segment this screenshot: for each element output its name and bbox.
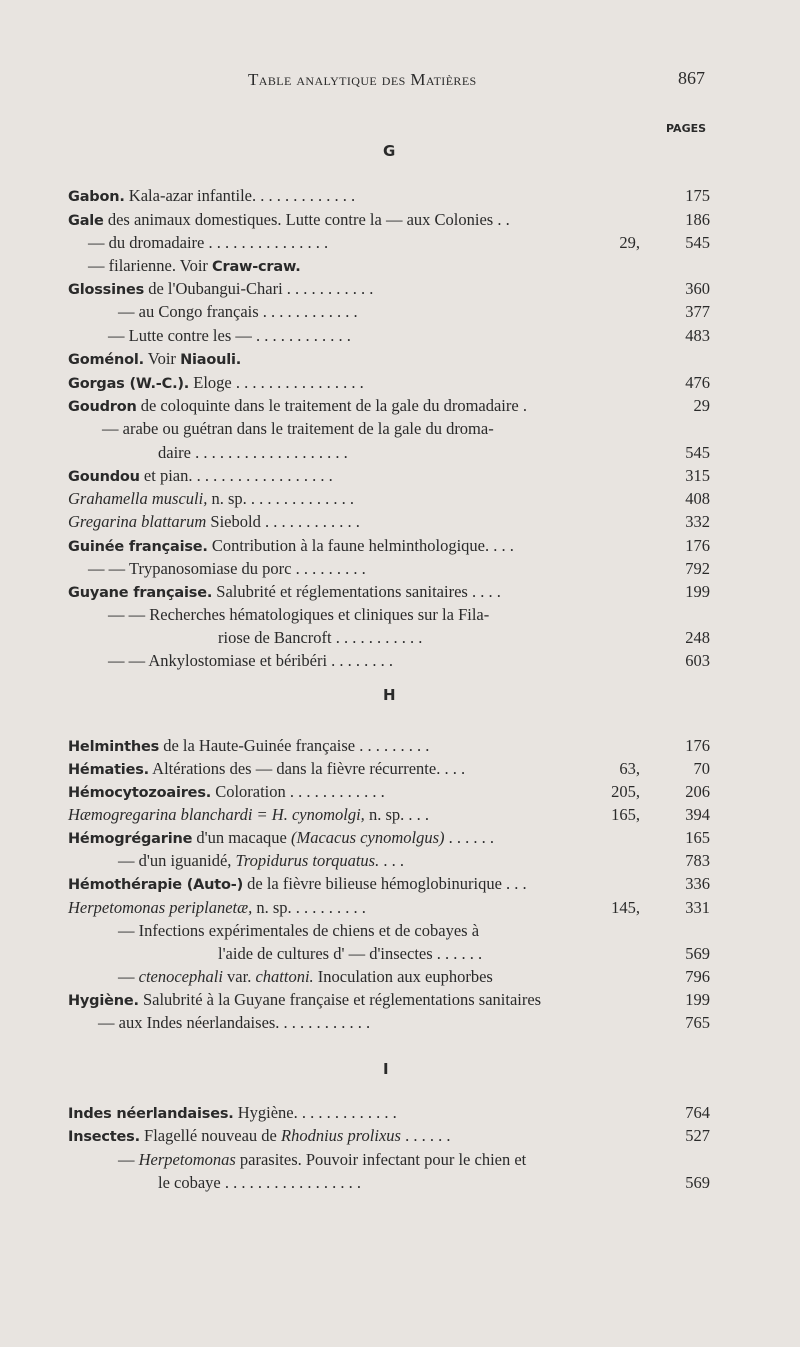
entry-taxon: Hæmogregarina blanchardi = H. cynomolgi, [68,805,365,824]
entry-page-number: 315 [685,466,710,485]
entry-text [118,849,404,872]
entry-page-number: 176 [685,536,710,555]
entry-page-number: 603 [685,651,710,670]
entry-page-ref: 165, [611,805,640,824]
entry-text [68,487,354,510]
entry-text [68,780,385,805]
entry-description: var. [222,967,256,986]
index-entry [0,649,800,672]
index-entry [0,1148,800,1171]
index-entry [0,371,800,394]
entry-taxon: Grahamella musculi, [68,489,208,508]
entry-page-number: 764 [685,1103,710,1122]
entry-page-number: 176 [685,736,710,755]
entry-text [68,534,514,559]
entry-description: daire . . . . . . . . . . . . . . . . . . . [158,443,348,462]
entry-description: et pian. . . . . . . . . . . . . . . . . . [139,466,333,485]
entry-page-number: 165 [685,828,710,847]
entry-page-number: 569 [685,944,710,963]
entry-heading: Insectes. [68,1129,140,1145]
entry-taxon: ctenocephali [138,967,223,986]
entry-taxon: chattoni. [255,967,314,986]
entry-text [118,300,358,323]
entry-text [68,184,355,209]
entry-description: parasites. Pouvoir infectant pour le chien et [235,1150,527,1169]
index-entry [0,603,800,626]
entry-page-number: 206 [685,782,710,801]
entry-description: d'un macaque [192,828,291,847]
index-entry [0,254,800,277]
entry-page-number: 175 [685,186,710,205]
entry-page-number: 783 [685,851,710,870]
entry-description: — arabe ou guétran dans le traitement de la gale du droma- [102,419,494,438]
index-entry [0,1124,800,1147]
index-entry [0,757,800,780]
index-entry [0,441,800,464]
index-entry [0,184,800,207]
entry-description: — d'un iguanidé, [118,851,236,870]
entry-text [68,757,465,782]
index-entry [0,464,800,487]
index-entry [0,534,800,557]
entry-page-ref: 145, [611,898,640,917]
entry-heading: Hématies. [68,762,149,778]
entry-heading: Goudron [68,399,137,415]
index-entry [0,872,800,895]
index-entry [0,780,800,803]
index-entry [0,324,800,347]
index-entry [0,1171,800,1194]
index-entry [0,417,800,440]
section-letter-i: I [383,1060,389,1078]
entry-taxon: Gregarina blattarum [68,512,207,531]
entry-description: Salubrité à la Guyane française et réglementations sanitaires [138,990,542,1009]
entry-description: Eloge . . . . . . . . . . . . . . . . [189,373,364,392]
entry-description: Hygiène. . . . . . . . . . . . . [233,1103,397,1122]
entry-description: — [118,1150,139,1169]
entry-page-number: 199 [685,990,710,1009]
entry-taxon: Tropidurus torquatus. [235,851,380,870]
section-letter-g: G [383,142,396,160]
index-entry [0,1011,800,1034]
entry-text [98,1011,370,1034]
entry-text [68,1124,450,1149]
entry-page-number: 792 [685,559,710,578]
index-entry [0,487,800,510]
header-page-number: 867 [678,68,705,88]
index-entry [0,942,800,965]
entry-description: Coloration . . . . . . . . . . . . [211,782,385,801]
index-entry [0,510,800,533]
entry-text [158,1171,361,1194]
entry-text [218,626,422,649]
index-entry [0,208,800,231]
entry-description: Siebold . . . . . . . . . . . . [206,512,360,531]
entry-heading: Hémogrégarine [68,831,193,847]
entry-description: — — Ankylostomiase et béribéri . . . . . . . . [108,651,394,670]
index-entry [0,849,800,872]
entry-description: — du dromadaire . . . . . . . . . . . . . . . [88,233,329,252]
entry-text [108,603,489,626]
entry-text [218,942,482,965]
entry-page-number: 545 [685,443,710,462]
entry-text [158,441,348,464]
entry-page-number: 408 [685,489,710,508]
entry-heading: Hygiène. [68,993,139,1009]
entry-page-number: 186 [685,210,710,229]
entry-description: Voir [143,349,181,368]
entry-description: . . . [379,851,404,870]
entry-description: . . . . . . [400,1126,451,1145]
entry-description: — au Congo français . . . . . . . . . . . . [118,302,358,321]
entry-page-number: 336 [685,874,710,893]
entry-description: Altérations des — dans la fièvre récurrente. . . . [148,759,466,778]
entry-page-number: 360 [685,279,710,298]
entry-page-number: 483 [685,326,710,345]
index-entry [0,734,800,757]
entry-text [68,872,527,897]
entry-text [118,919,479,942]
entry-heading: Guinée française. [68,539,208,555]
running-header [0,70,800,96]
entry-text [68,580,501,605]
entry-text [102,417,494,440]
entry-description: — [118,967,139,986]
entry-heading: Gabon. [68,189,125,205]
entry-page-number: 796 [685,967,710,986]
pages-column-label: PAGES [666,122,707,135]
entry-heading: Hémocytozoaires. [68,785,212,801]
entry-description: — filarienne. Voir [88,256,213,275]
entry-crossref: Craw-craw. [212,259,301,275]
index-entry [0,626,800,649]
entry-text [68,988,541,1013]
entry-page-number: 765 [685,1013,710,1032]
entry-heading: Goménol. [68,352,144,368]
index-entry [0,347,800,370]
entry-crossref: Niaouli. [180,352,242,368]
entry-heading: Helminthes [68,739,160,755]
entry-page-number: 332 [685,512,710,531]
entry-description: de la fièvre bilieuse hémoglobinurique . . . [243,874,527,893]
entry-description: riose de Bancroft . . . . . . . . . . . [218,628,423,647]
entry-description: — — Recherches hématologiques et cliniques sur la Fila- [108,605,490,624]
entry-description: de la Haute-Guinée française . . . . . . . . . [159,736,430,755]
index-entry [0,557,800,580]
entry-page-number: 70 [693,759,710,778]
index-entry [0,896,800,919]
entry-text [108,324,351,347]
header-title: Table analytique des Matières [248,70,477,89]
entry-text [68,371,364,396]
entry-page-number: 527 [685,1126,710,1145]
index-entry [0,988,800,1011]
entry-taxon: Herpetomonas periplanetæ, [68,898,253,917]
entry-heading: Gorgas (W.-C.). [68,376,190,392]
entry-text [68,394,527,419]
entry-description: Kala-azar infantile. . . . . . . . . . . . . [124,186,356,205]
entry-page-number: 248 [685,628,710,647]
entry-description: — Infections expérimentales de chiens et de cobayes à [118,921,480,940]
entry-heading: Hémothérapie (Auto-) [68,877,244,893]
entry-page-number: 29 [693,396,710,415]
entry-text [118,1148,526,1171]
entry-text [68,896,366,919]
entry-text [68,1101,397,1126]
entry-description: des animaux domestiques. Lutte contre la — aux Colonies . . [103,210,510,229]
entry-heading: Guyane française. [68,585,213,601]
entry-description: n. sp. . . . [364,805,429,824]
entry-text [68,277,373,302]
entry-description: Inoculation aux euphorbes [313,967,493,986]
index-entry [0,919,800,942]
entry-description: Flagellé nouveau de [139,1126,282,1145]
index-entry [0,394,800,417]
entry-text [68,734,429,759]
entry-description: . . . . . . [444,828,494,847]
entry-text [68,826,494,851]
entry-taxon: (Macacus cynomolgus) [290,828,445,847]
entry-heading: Glossines [68,282,145,298]
entry-description: Contribution à la faune helminthologique. . . . [207,536,514,555]
entry-text [68,803,429,826]
entry-page-number: 199 [685,582,710,601]
entry-page-number: 476 [685,373,710,392]
entry-description: le cobaye . . . . . . . . . . . . . . . . . [158,1173,362,1192]
entry-description: n. sp. . . . . . . . . . [252,898,366,917]
entry-page-ref: 205, [611,782,640,801]
entry-description: de l'Oubangui-Chari . . . . . . . . . . . [144,279,374,298]
entry-page-number: 545 [685,233,710,252]
entry-page-ref: 63, [619,759,640,778]
index-entry [0,826,800,849]
entry-description: — Lutte contre les — . . . . . . . . . . . . [108,326,351,345]
entry-page-number: 377 [685,302,710,321]
entry-text [88,254,301,279]
entry-text [68,347,241,372]
entry-description: l'aide de cultures d' — d'insectes . . . . . . [218,944,483,963]
entry-text [108,649,393,672]
entry-heading: Gale [68,213,104,229]
entry-description: de coloquinte dans le traitement de la gale du dromadaire . [136,396,527,415]
entry-page-ref: 29, [619,233,640,252]
entry-description: Salubrité et réglementations sanitaires . . . . [212,582,501,601]
index-entry [0,1101,800,1124]
entry-text [68,208,510,233]
entry-text [68,464,333,489]
index-entry [0,277,800,300]
index-entry [0,300,800,323]
entry-text [68,510,360,533]
entry-text [88,231,328,254]
entry-heading: Goundou [68,469,140,485]
section-letter-h: H [383,686,396,704]
index-entry [0,231,800,254]
index-entry [0,803,800,826]
entry-description: — aux Indes néerlandaises. . . . . . . . . . . . [98,1013,371,1032]
entry-text [118,965,493,988]
entry-page-number: 569 [685,1173,710,1192]
entry-taxon: Herpetomonas [138,1150,236,1169]
entry-heading: Indes néerlandaises. [68,1106,234,1122]
entry-page-number: 394 [685,805,710,824]
entry-text [88,557,366,580]
entry-description: n. sp. . . . . . . . . . . . . . [207,489,354,508]
entry-page-number: 331 [685,898,710,917]
entry-taxon: Rhodnius prolixus [281,1126,401,1145]
index-entry [0,580,800,603]
entry-description: — — Trypanosomiase du porc . . . . . . . . . [88,559,366,578]
index-entry [0,965,800,988]
